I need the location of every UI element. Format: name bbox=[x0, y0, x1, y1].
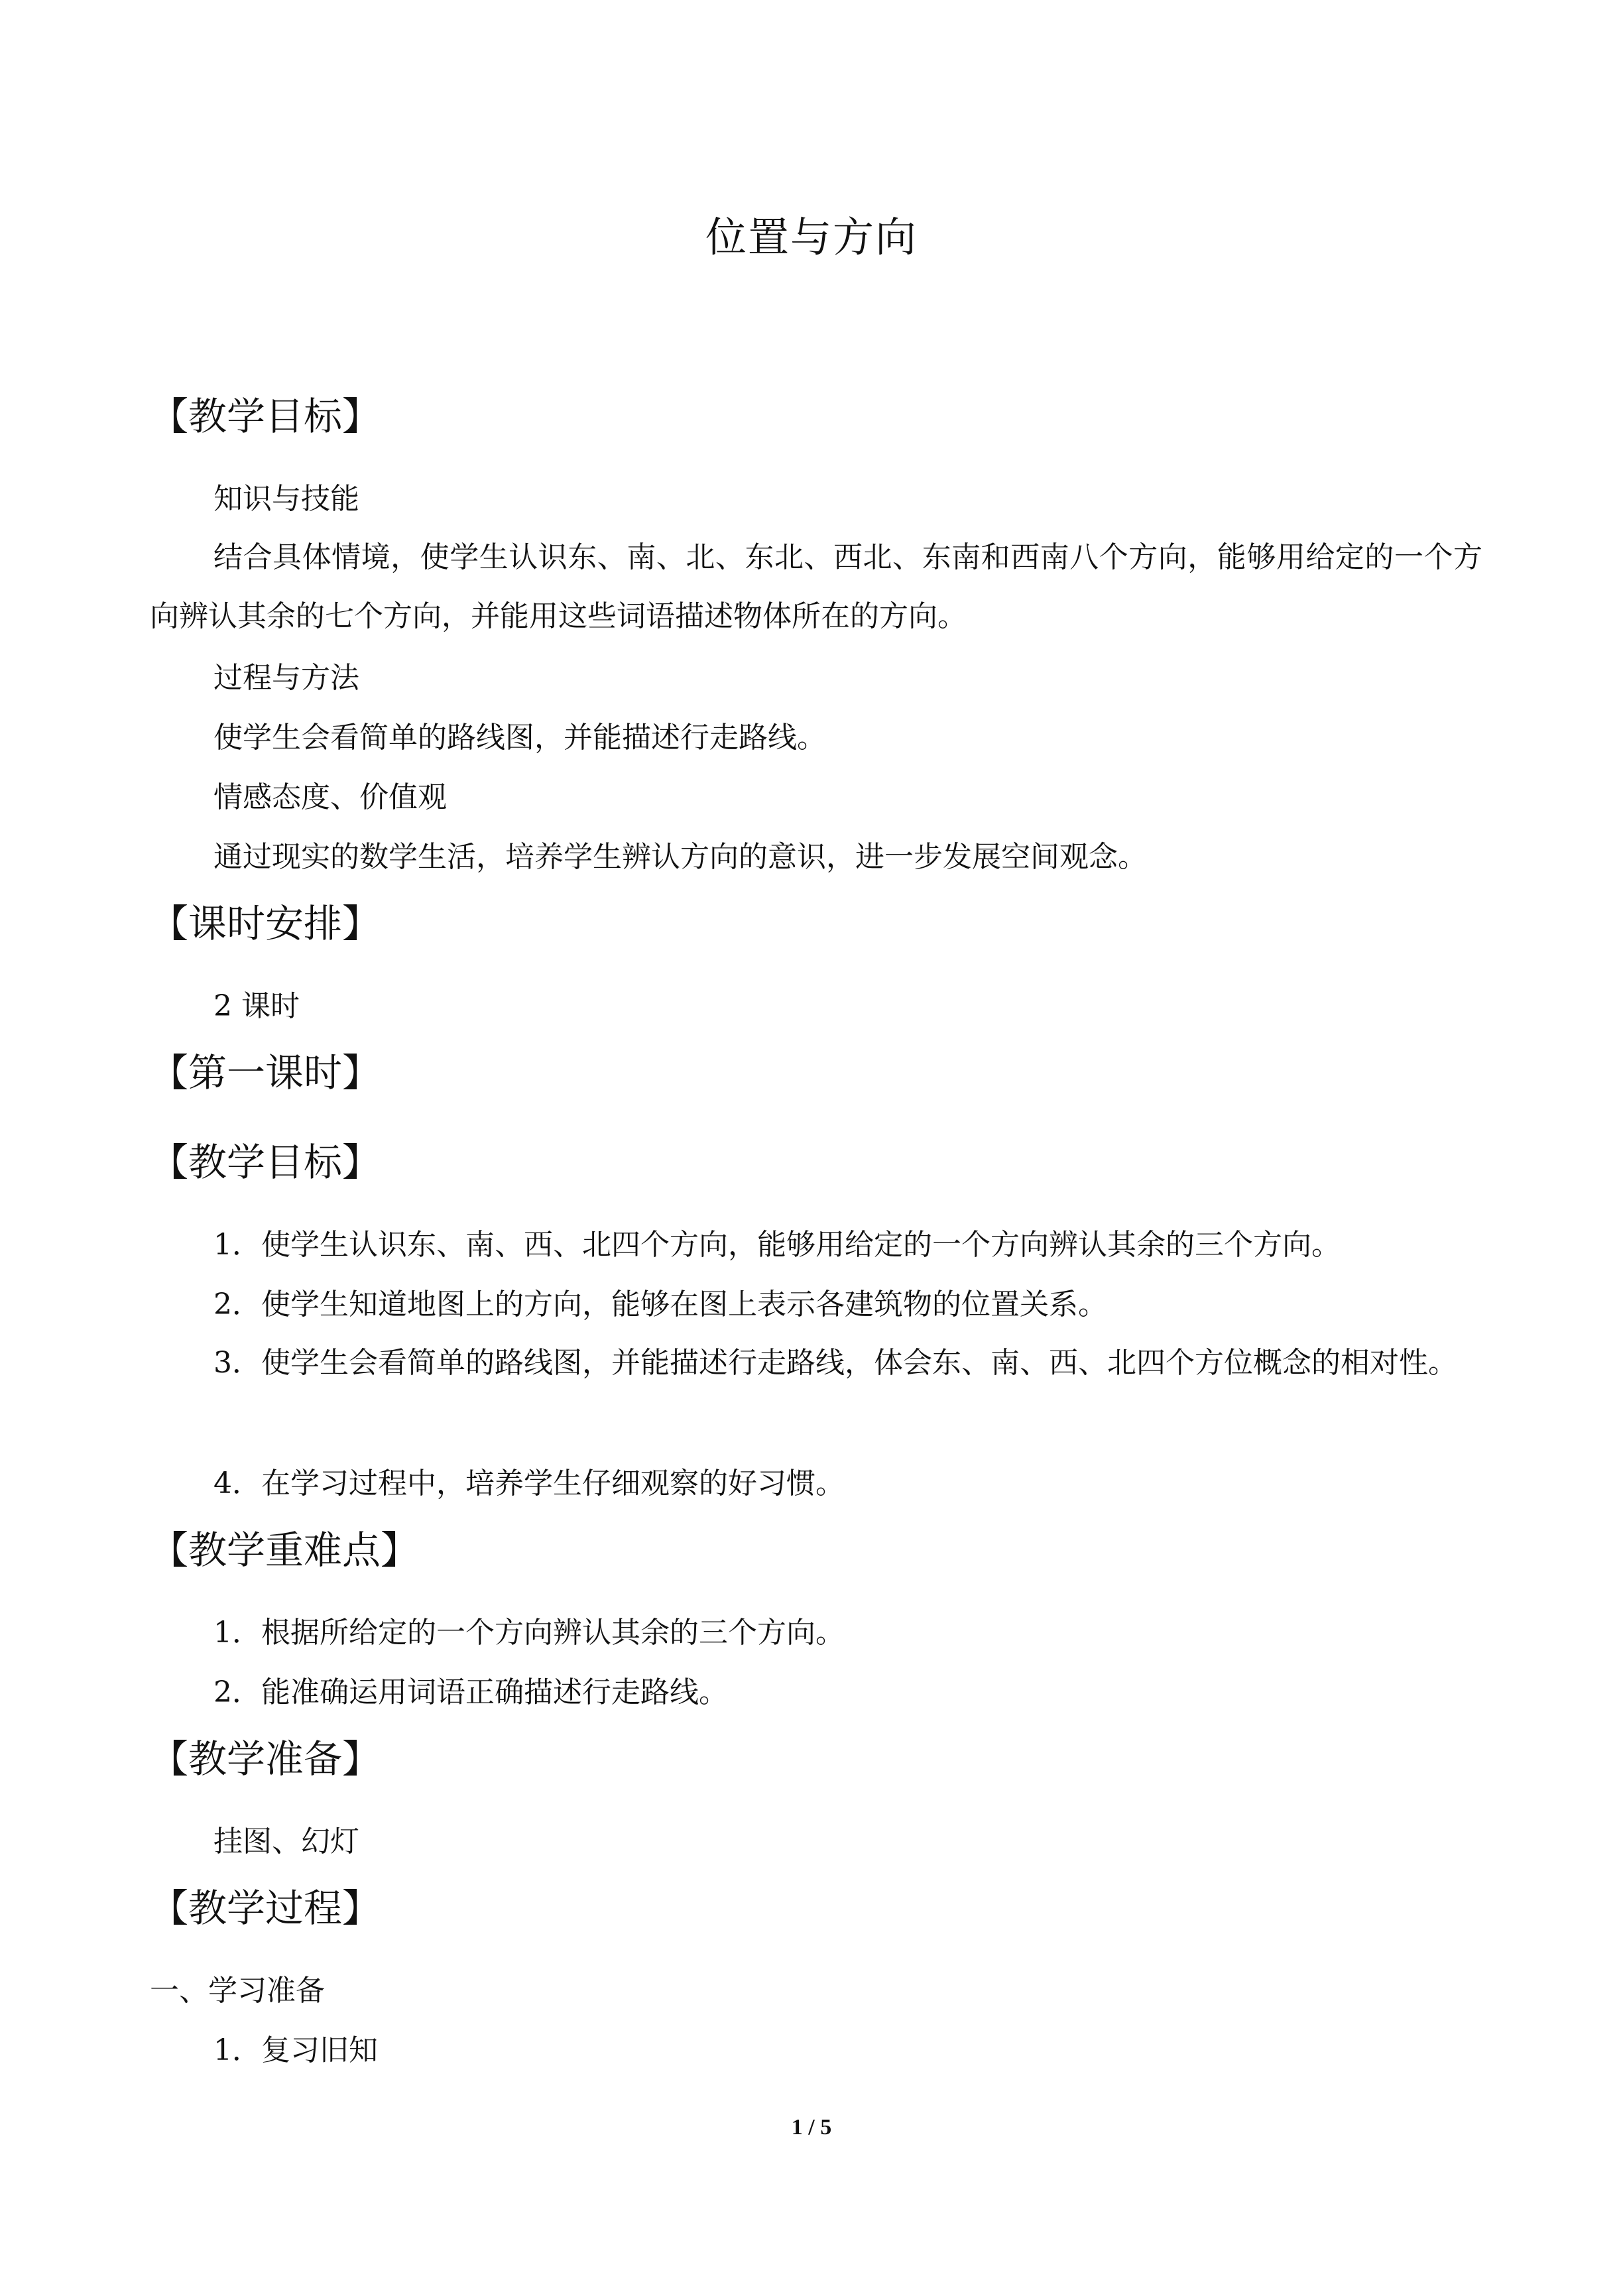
objective-3: 3．使学生会看简单的路线图，并能描述行走路线，体会东、南、西、北四个方位概念的相对性。 bbox=[213, 1346, 1457, 1380]
subheading-knowledge-skills: 知识与技能 bbox=[213, 482, 359, 516]
key-point-2: 2．能准确运用词语正确描述行走路线。 bbox=[213, 1675, 728, 1709]
paragraph-process: 使学生会看简单的路线图，并能描述行走路线。 bbox=[213, 721, 826, 755]
heading-schedule: 【课时安排】 bbox=[150, 901, 381, 946]
heading-first-lesson: 【第一课时】 bbox=[150, 1050, 381, 1095]
objective-1: 1．使学生认识东、南、西、北四个方向，能够用给定的一个方向辨认其余的三个方向。 bbox=[213, 1228, 1341, 1262]
page-number: 1 / 5 bbox=[791, 2115, 832, 2140]
objective-2: 2．使学生知道地图上的方向，能够在图上表示各建筑物的位置关系。 bbox=[213, 1288, 1107, 1321]
heading-teaching-objectives: 【教学目标】 bbox=[150, 394, 381, 439]
heading-key-points: 【教学重难点】 bbox=[150, 1528, 420, 1573]
document-title: 位置与方向 bbox=[705, 213, 918, 261]
key-point-1: 1．根据所给定的一个方向辨认其余的三个方向。 bbox=[213, 1616, 845, 1650]
paragraph-knowledge: 结合具体情境，使学生认识东、南、北、东北、西北、东南和西南八个方向，能够用给定的一个方向辨认其余的七个方向，并能用这些词语描述物体所在的方向。 bbox=[150, 540, 1482, 633]
objective-4: 4．在学习过程中，培养学生仔细观察的好习惯。 bbox=[213, 1467, 845, 1500]
paragraph-schedule: 2 课时 bbox=[213, 989, 300, 1023]
paragraph-preparation: 挂图、幻灯 bbox=[213, 1825, 359, 1858]
step-learning-preparation: 一、学习准备 bbox=[150, 1974, 325, 2008]
substep-review: 1．复习旧知 bbox=[213, 2033, 378, 2067]
subheading-emotion-values: 情感态度、价值观 bbox=[213, 780, 447, 814]
heading-teaching-process: 【教学过程】 bbox=[150, 1886, 381, 1931]
subheading-process-method: 过程与方法 bbox=[213, 661, 359, 695]
paragraph-emotion: 通过现实的数学生活，培养学生辨认方向的意识，进一步发展空间观念。 bbox=[213, 840, 1147, 874]
heading-preparation: 【教学准备】 bbox=[150, 1736, 381, 1782]
heading-lesson-objectives: 【教学目标】 bbox=[150, 1140, 381, 1185]
